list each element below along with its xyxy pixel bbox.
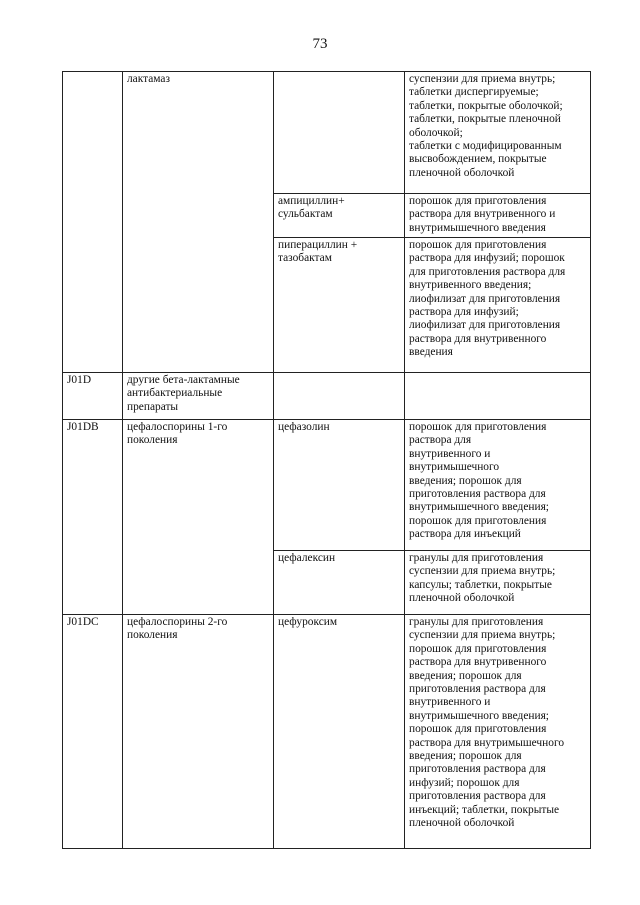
atc-code: J01D [67,374,92,386]
table-row [63,72,591,194]
dosage-forms: порошок для приготовления раствора для внутривенного и внутримышечного введения [409,195,556,234]
table-row [63,420,591,551]
drug-name-cell [274,420,405,551]
pharmacological-group: другие бета-лактамные антибактериальные препараты [127,374,240,413]
dosage-form-cell [405,194,591,238]
drug-name-cell [274,72,405,194]
pharmacological-group: цефалоспорины 1-го поколения [127,421,228,447]
drug-name: пиперациллин + тазобактам [278,239,358,265]
dosage-form-cell [405,373,591,420]
drug-name-cell [274,194,405,238]
dosage-form-cell [405,615,591,849]
dosage-form-cell [405,238,591,373]
atc-code-cell [63,373,123,420]
dosage-forms: порошок для приготовления раствора для внутривенного и внутримышечного введения; порошок для приготовления раствора для внутримышечного введения; порошок для приготовления раствора для инъекций [409,421,549,541]
dosage-forms: порошок для приготовления раствора для инфузий; порошок для приготовления раствора для внутривенного введения; лиофилизат для приготовления раствора для инфузий; лиофилизат для приготовления раствора для внутривенного введения [409,239,566,359]
atc-code-cell [63,420,123,615]
atc-code-cell [63,615,123,849]
dosage-forms: гранулы для приготовления суспензии для приема внутрь; порошок для приготовления раствора для внутривенного введения; порошок для приготовления раствора для внутривенного и внутримышечного введения; порошок для приготовления раствора для внутримышечного введения; порошок для приготовления раствора для инфузий; порошок для приготовления раствора для инъекций; таблетки, покрытые пленочной оболочкой [409,616,565,830]
drug-name: цефазолин [278,421,330,433]
drug-name-cell [274,373,405,420]
drug-name-cell [274,551,405,615]
pharmacological-group: цефалоспорины 2-го поколения [127,616,228,642]
atc-code: J01DC [67,616,99,628]
drug-name: цефуроксим [278,616,338,628]
drug-name-cell [274,615,405,849]
page-number: 73 [312,36,328,52]
atc-code: J01DB [67,421,99,433]
medication-table [62,71,591,849]
table-row [63,373,591,420]
dosage-forms: гранулы для приготовления суспензии для приема внутрь; капсулы; таблетки, покрытые пленочной оболочкой [409,552,556,605]
pharmacological-group-cell [123,373,274,420]
pharmacological-group-cell [123,420,274,615]
dosage-forms: суспензии для приема внутрь; таблетки диспергируемые; таблетки, покрытые оболочкой; таблетки, покрытые пленочной оболочкой; таблетки с модифицированным высвобождением, покрытые пленочной оболочкой [409,73,563,179]
dosage-form-cell [405,551,591,615]
drug-name: ампициллин+ сульбактам [278,195,345,221]
dosage-form-cell [405,420,591,551]
table-row [63,615,591,849]
pharmacological-group-cell [123,615,274,849]
atc-code-cell [63,72,123,373]
drug-name: цефалексин [278,552,336,564]
pharmacological-group: лактамаз [127,73,170,85]
drug-name-cell [274,238,405,373]
dosage-form-cell [405,72,591,194]
pharmacological-group-cell [123,72,274,373]
